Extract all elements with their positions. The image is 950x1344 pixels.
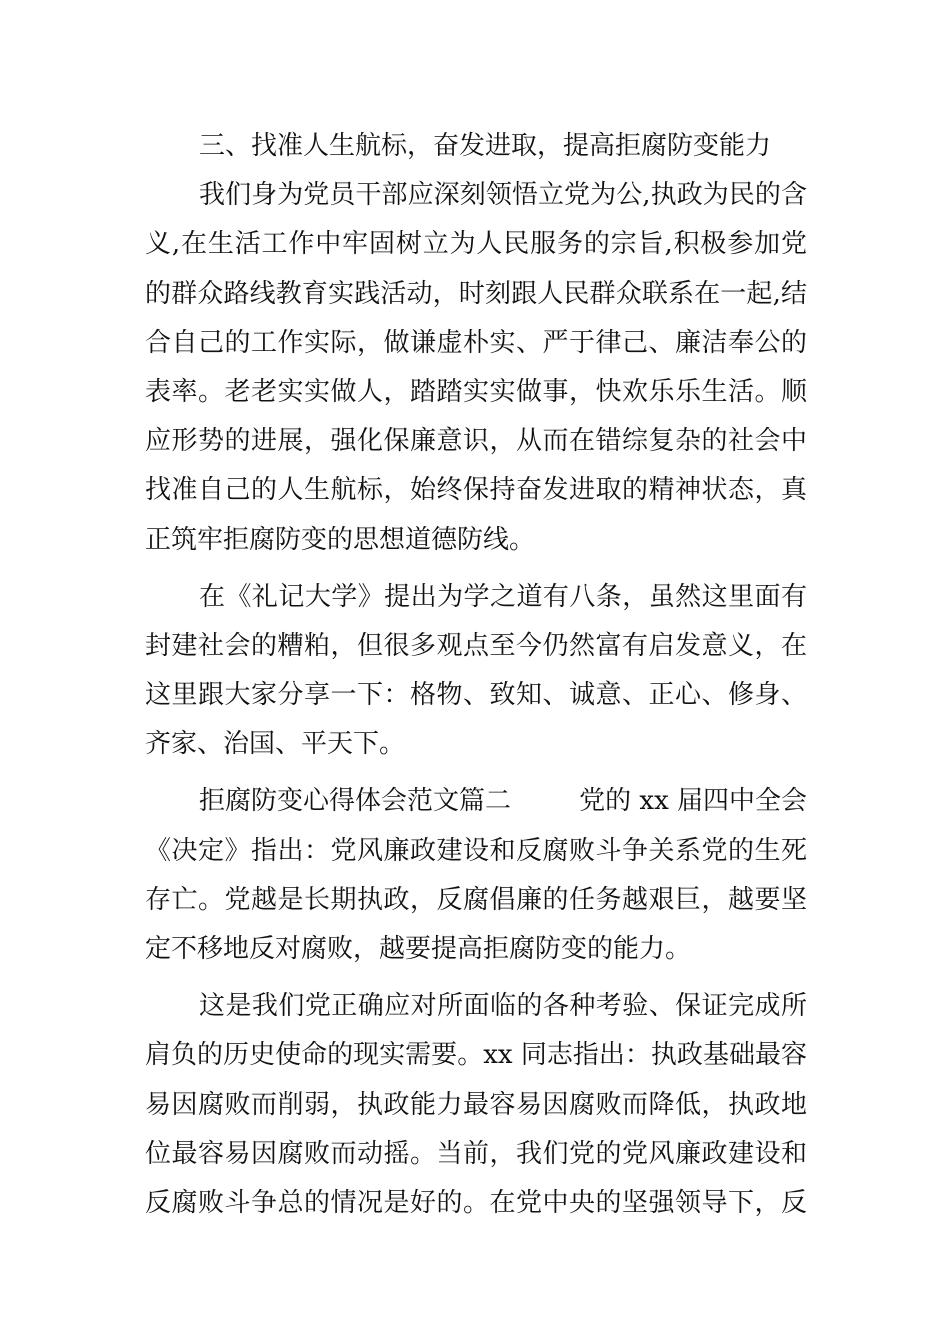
paragraph-line: 《决定》指出：党风廉政建设和反腐败斗争关系党的生死 bbox=[145, 835, 807, 866]
paragraph-line: 应形势的进展，强化保廉意识，从而在错综复杂的社会中 bbox=[145, 426, 807, 457]
paragraph-line-start: 党的 xx 届四中全会 bbox=[579, 786, 807, 817]
paragraph-line: 合自己的工作实际，做谦虚朴实、严于律己、廉洁奉公的 bbox=[145, 327, 807, 358]
paragraph-1 bbox=[145, 171, 807, 565]
article-title: 拒腐防变心得体会范文篇二 bbox=[199, 786, 512, 817]
paragraph-spacer bbox=[145, 565, 807, 573]
paragraph-line: 齐家、治国、平天下。 bbox=[145, 729, 406, 760]
paragraph-line: 找准自己的人生航标，始终保持奋发进取的精神状态，真 bbox=[145, 475, 807, 506]
paragraph-line: 这是我们党正确应对所面临的各种考验、保证完成所 bbox=[199, 991, 807, 1022]
document-page bbox=[145, 122, 807, 1228]
paragraph-line: 封建社会的糟粕，但很多观点至今仍然富有启发意义，在 bbox=[145, 630, 807, 661]
paragraph-line: 正筑牢拒腐防变的思想道德防线。 bbox=[145, 524, 536, 555]
paragraph-line: 我们身为党员干部应深刻领悟立党为公,执政为民的含 bbox=[199, 180, 807, 211]
paragraph-line: 易因腐败而削弱，执政能力最容易因腐败而降低，执政地 bbox=[145, 1089, 807, 1120]
paragraph-line: 定不移地反对腐败，越要提高拒腐防变的能力。 bbox=[145, 934, 692, 964]
paragraph-line: 位最容易因腐败而动摇。当前，我们党的党风廉政建设和 bbox=[145, 1138, 807, 1169]
paragraph-line: 表率。老老实实做人，踏踏实实做事，快欢乐乐生活。顺 bbox=[145, 376, 807, 407]
paragraph-4 bbox=[145, 982, 807, 1228]
paragraph-line: 义,在生活工作中牢固树立为人民服务的宗旨,积极参加党 bbox=[145, 229, 807, 260]
paragraph-spacer bbox=[145, 974, 807, 982]
paragraph-line: 反腐败斗争总的情况是好的。在党中央的坚强领导下，反 bbox=[145, 1187, 807, 1218]
paragraph-line: 的群众路线教育实践活动，时刻跟人民群众联系在一起,结 bbox=[145, 278, 807, 309]
section-heading: 三、找准人生航标，奋发进取，提高拒腐防变能力 bbox=[199, 131, 772, 161]
paragraph-line: 肩负的历史使命的现实需要。xx 同志指出：执政基础最容 bbox=[145, 1040, 807, 1071]
paragraph-first-line bbox=[145, 777, 807, 826]
paragraph-line: 这里跟大家分享一下：格物、致知、诚意、正心、修身、 bbox=[145, 680, 807, 711]
paragraph-3 bbox=[145, 777, 807, 974]
paragraph-spacer bbox=[145, 769, 807, 777]
paragraph-line: 在《礼记大学》提出为学之道有八条，虽然这里面有 bbox=[199, 581, 807, 612]
paragraph-line: 存亡。党越是长期执政，反腐倡廉的任务越艰巨，越要坚 bbox=[145, 884, 807, 915]
paragraph-2 bbox=[145, 573, 807, 770]
